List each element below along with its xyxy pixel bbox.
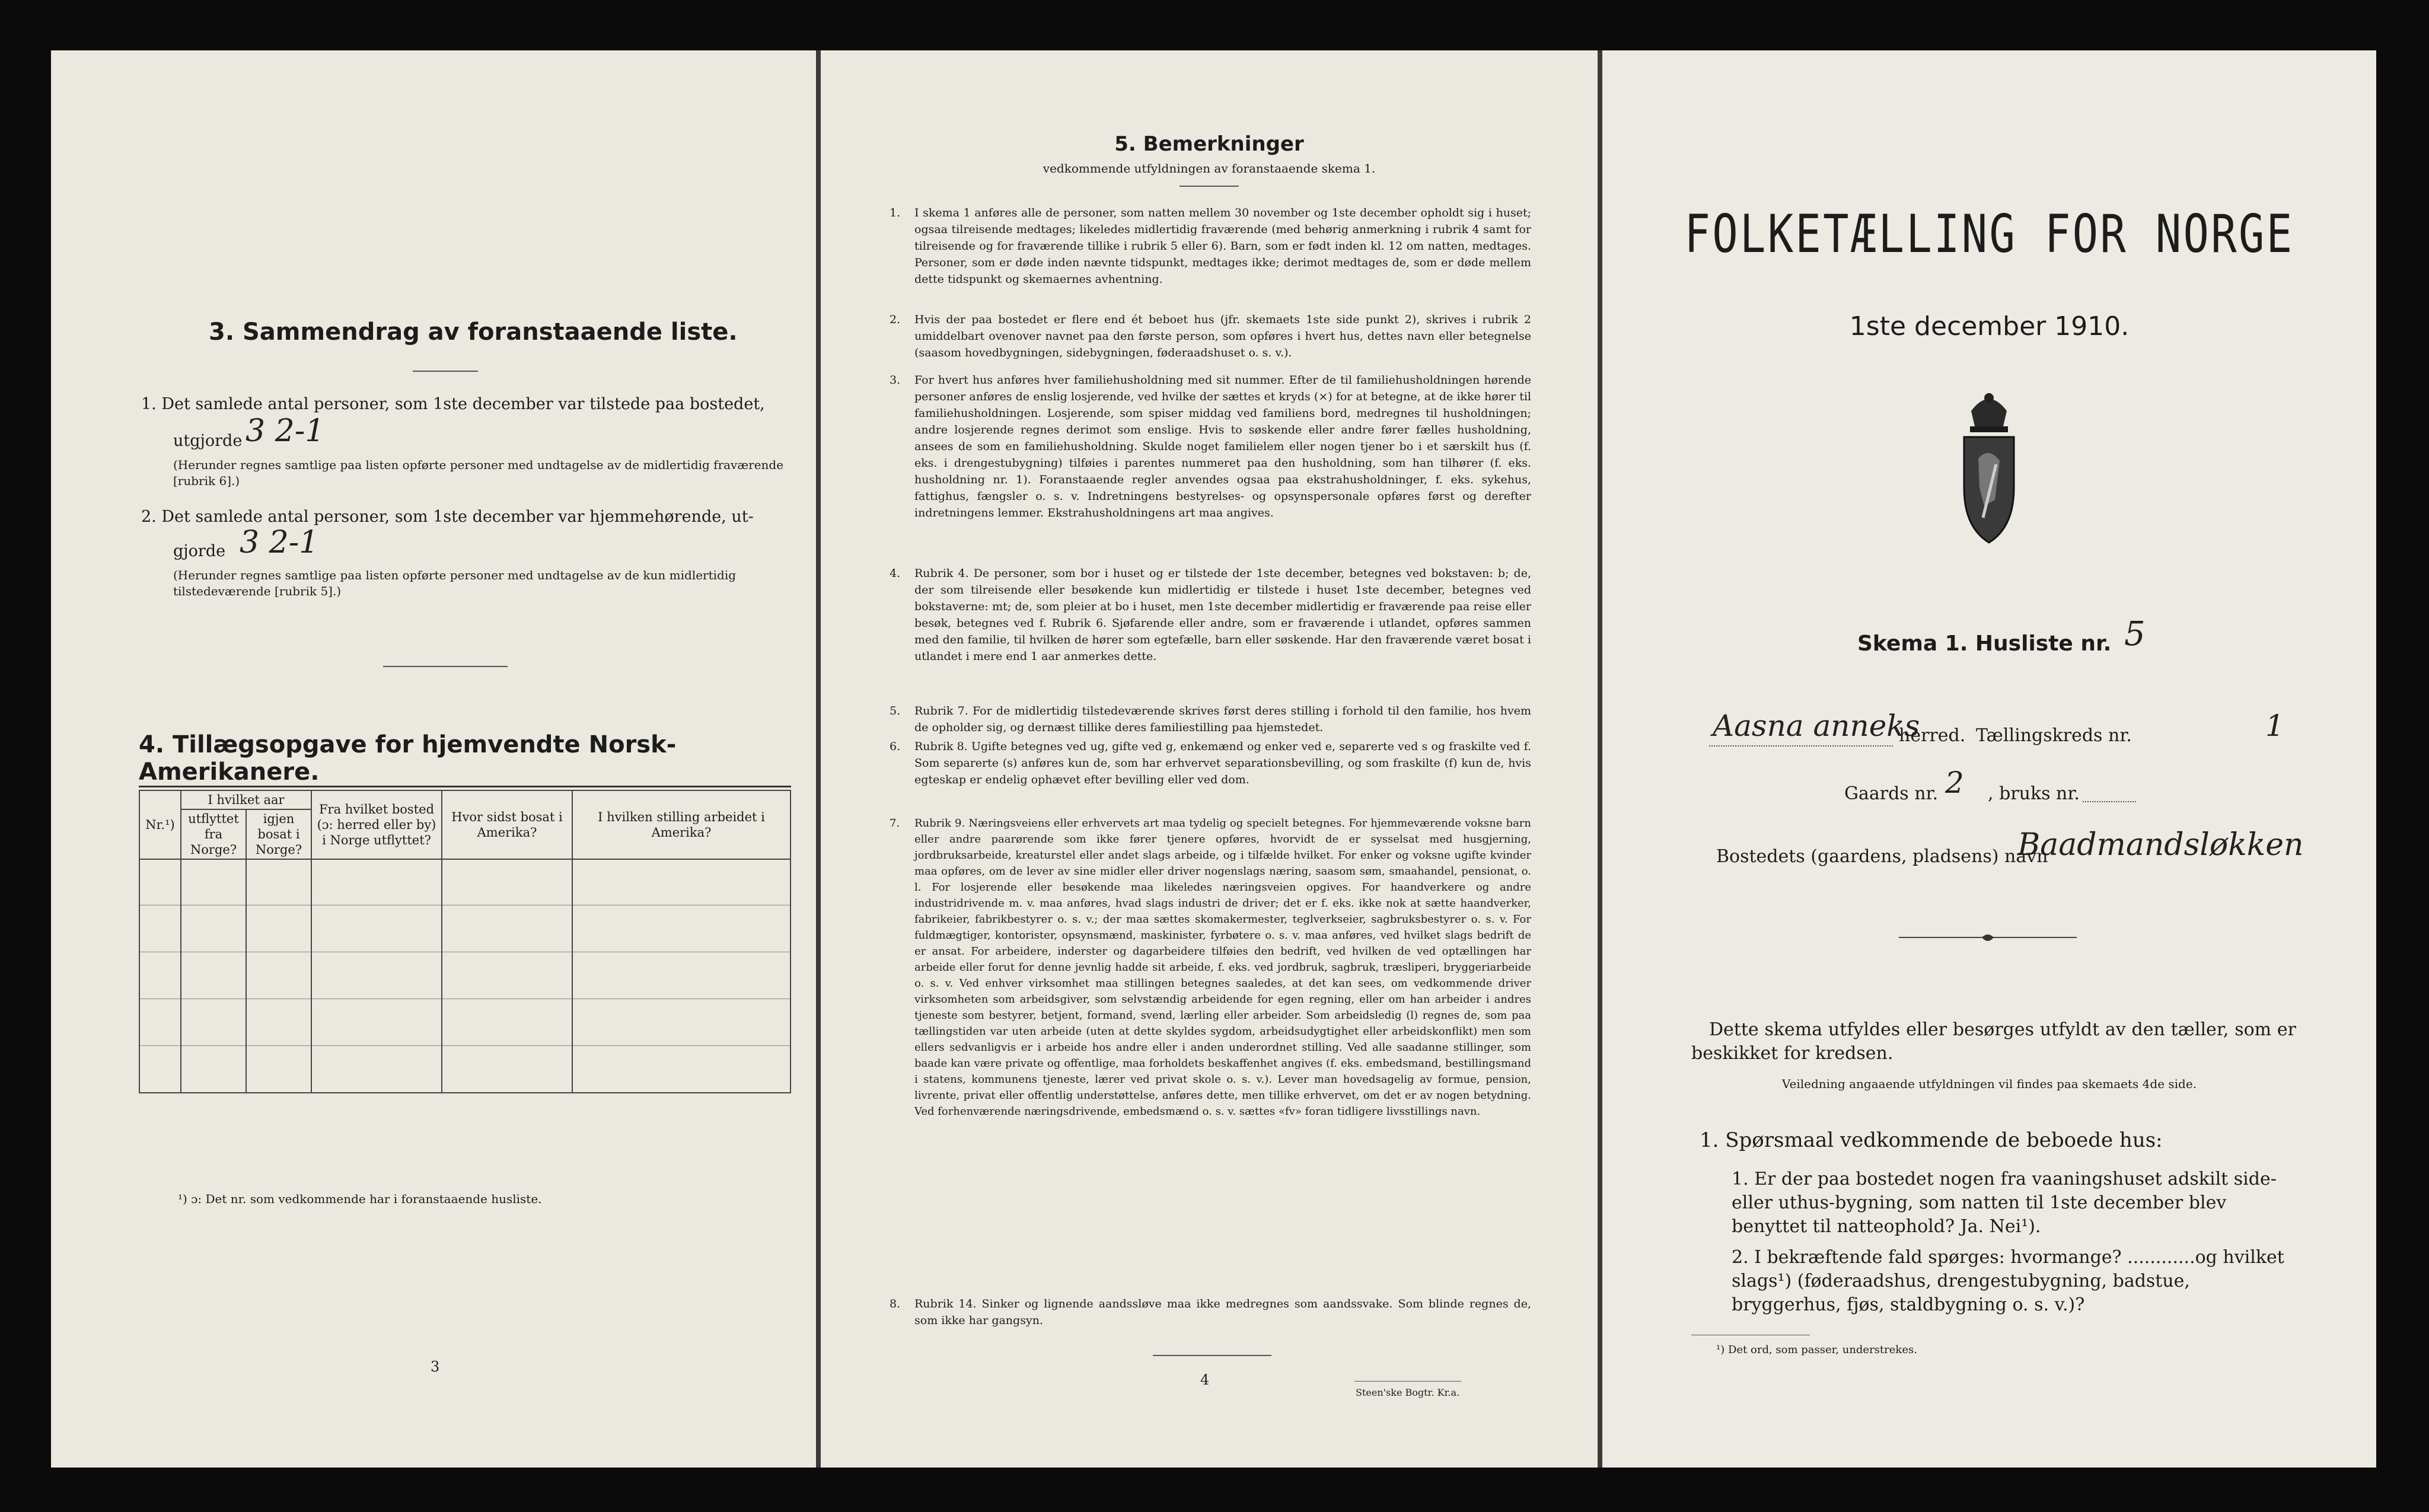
s3-item2-text: 2. Det samlede antal personer, som 1ste december var hjemmehørende, ut-	[141, 508, 754, 526]
bosted-value: Baadmandsløkken	[2017, 827, 2304, 863]
gaards-label: Gaards nr.	[1844, 783, 1939, 804]
page-number: 3	[431, 1358, 440, 1375]
table-row	[139, 952, 790, 999]
table-row	[139, 999, 790, 1046]
s3-item1-note: (Herunder regnes samtlige paa listen opførte personer med undtagelse av de midlertidig fraværende [rubrik 6].)	[173, 458, 784, 488]
s3-item1-text: 1. Det samlede antal personer, som 1ste december var tilstede paa bostedet,	[141, 395, 765, 413]
remark-item: 1. I skema 1 anføres alle de personer, som natten mellem 30 november og 1ste december opholdt sig i huset; ogsaa tilreisende medtages; likeledes midlertidig fraværende (med behørig anmerkning i rubrik 4 samt for tilreisende og for fraværende tillike i rubrik 5 eller 6). Barn, som er født inden kl. 12 om natten, medtages. Personer, som er døde inden nævnte tidspunkt, medtages ikke; derimot medtages de, som er døde mellem dette tidspunkt og skemaernes avhentning.	[890, 206, 1531, 286]
bosted-label: Bostedets (gaardens, pladsens) navn	[1716, 846, 2048, 867]
section-4-title: 4. Tillægsopgave for hjemvendte Norsk-Amerikanere.	[139, 731, 677, 786]
remarks-subtitle: vedkommende utfyldningen av foranstaaende skema 1.	[1043, 161, 1376, 176]
census-date: 1ste december 1910.	[1849, 311, 2130, 342]
skema-label: Skema 1. Husliste nr.	[1857, 631, 2112, 656]
krets-value: 1	[2265, 709, 2284, 743]
krets-label: Tællingskreds nr.	[1976, 725, 2132, 746]
col-occupation: I hvilken stilling arbeidet i Amerika?	[572, 790, 790, 859]
col-returned: igjen bosat i Norge?	[246, 809, 311, 859]
remark-item: 5. Rubrik 7. For de midlertidig tilstedeværende skrives først deres stilling i forhold til den familie, hos hvem de opholder sig, og dernæst tillike deres familiestilling paa hjemstedet.	[890, 704, 1531, 734]
question-1: 1. Er der paa bostedet nogen fra vaaningshuset adskilt side- eller uthus-bygning, som natten til 1ste december blev benyttet til natteophold? Ja. Nei¹).	[1732, 1169, 2277, 1237]
col-last-residence: Hvor sidst bosat i Amerika?	[442, 790, 572, 859]
table-row	[139, 1046, 790, 1093]
printer-mark: Steen'ske Bogtr. Kr.a.	[1356, 1387, 1460, 1398]
col-nr: Nr.¹)	[139, 790, 181, 859]
remark-item: 8. Rubrik 14. Sinker og lignende aandssløve maa ikke medregnes som aandssvake. Som blinde regnes de, som ikke har gangsyn.	[890, 1297, 1531, 1327]
page-number: 4	[1200, 1371, 1210, 1388]
guidance-text: Veiledning angaaende utfyldningen vil findes paa skemaets 4de side.	[1781, 1077, 2197, 1091]
section-3-title: 3. Sammendrag av foranstaaende liste.	[209, 318, 738, 346]
col-year-group: I hvilket aar	[181, 790, 311, 809]
gaards-value: 2	[1945, 765, 1964, 800]
page-1	[1602, 50, 2376, 1468]
s3-item2-note: (Herunder regnes samtlige paa listen opførte personer med undtagelse av de kun midlertidig tilstedeværende [rubrik 5].)	[173, 568, 737, 598]
s3-item1-prefix: utgjorde	[173, 432, 243, 450]
herred-value: Aasna anneks	[1713, 709, 1920, 743]
s3-item2-prefix: gjorde	[173, 542, 226, 560]
page-4	[821, 50, 1598, 1468]
table-row	[139, 905, 790, 952]
norway-coat-of-arms-icon	[1953, 387, 2025, 547]
question-2: 2. I bekræftende fald spørges: hvormange? ............og hvilket slags¹) (føderaadshus, drengestubygning, badstue, bryggerhus, fjøs, staldbygning o. s. v.)?	[1732, 1247, 2284, 1315]
herred-label: herred.	[1899, 725, 1966, 746]
husliste-nr: 5	[2124, 615, 2146, 653]
questions-title: 1. Spørsmaal vedkommende de beboede hus:	[1700, 1128, 2163, 1152]
remark-item: 3. For hvert hus anføres hver familiehusholdning med sit nummer. Efter de til familiehusholdningen hørende personer anføres de enslig losjerende, ved hvilke der sættes et kryds (×) for at betegne, at de ikke hører til familiehusholdningen. Losjerende, som spiser middag ved familiens bord, medregnes til husholdningen; andre losjerende regnes derimot som enslige. Hvis to søskende eller andre fører fælles husholdning, ansees de som en familiehusholdning. Skulde noget familielem eller nogen tjener bo i et særskilt hus (f. eks. i drengestubygning) tilføies i parentes nummeret paa den husholdning, som han tilhører (f. eks. husholdning nr. 1). Foranstaaende regler anvendes ogsaa paa ekstrahusholdninger, f. eks. sykehus, fattighus, fængsler o. s. v. Indretningens bestyrelses- og opsynspersonale opføres først og derefter indretningens lemmer. Ekstrahusholdningens art maa angives.	[890, 374, 1531, 519]
remarks-title: 5. Bemerkninger	[1114, 132, 1304, 156]
remark-item: 2. Hvis der paa bostedet er flere end ét beboet hus (jfr. skemaets 1ste side punkt 2), skrives i rubrik 2 umiddelbart ovenover navnet paa den første person, som opføres i hvert hus, dettes navn eller betegnelse (saasom hovedbygningen, sidebygningen, føderaadshuset o. s. v.).	[890, 313, 1531, 359]
remark-item: 6. Rubrik 8. Ugifte betegnes ved ug, gifte ved g, enkemænd og enker ved e, separerte ved s og fraskilte ved f. Som separerte (s) anføres kun de, som har erhvervet separationsbevilling, og som fraskilte (f) kun de, hvis egteskap er endelig ophævet efter bevilling eller ved dom.	[890, 740, 1531, 786]
norsk-amerikanere-table	[139, 790, 791, 1093]
table-row	[139, 859, 790, 905]
footnote: ¹) ɔ: Det nr. som vedkommende har i foranstaaende husliste.	[178, 1192, 542, 1206]
s3-item1-value: 3 2-1	[246, 413, 325, 449]
info-text: Dette skema utfyldes eller besørges utfyldt av den tæller, som er beskikket for kredsen.	[1691, 1019, 2296, 1064]
ornament-divider-icon	[1899, 932, 2077, 946]
col-emigrated: utflyttet fra Norge?	[181, 809, 246, 859]
census-title: FOLKETÆLLING FOR NORGE	[1684, 203, 2294, 264]
remark-item: 4. Rubrik 4. De personer, som bor i huset og er tilstede der 1ste december, betegnes ved bokstaven: b; de, der som tilreisende eller besøkende kun midlertidig er tilstede i huset 1ste december, betegnes ved bokstaverne: mt; de, som pleier at bo i huset, men 1ste december midlertidig er fraværende paa reise eller besøk, betegnes ved f. Rubrik 6. Sjøfarende eller andre, som er fraværende i utlandet, opføres sammen med den familie, til hvilken de hører som egtefælle, barn eller søskende. Har den fraværende været bosat i utlandet i mere end 1 aar anmerkes dette.	[890, 567, 1531, 663]
footnote: ¹) Det ord, som passer, understrekes.	[1716, 1344, 1917, 1356]
col-from-where: Fra hvilket bosted (ɔ: herred eller by) i Norge utflyttet?	[311, 790, 442, 859]
s3-item2-value: 3 2-1	[240, 525, 319, 560]
page-3	[51, 50, 816, 1468]
remark-item: 7. Rubrik 9. Næringsveiens eller erhvervets art maa tydelig og specielt betegnes. For hjemmeværende voksne barn eller andre paarørende som ikke fører tjenere opføres, hvorvidt de er sysselsat med husgjerning, jordbruksarbeide, kreaturstel eller andet slags arbeide, og i tilfælde hvilket. For enker og voksne ugifte kvinder maa opføres, om de lever av sine midler eller driver nogenslags næring, saasom søm, smaahandel, pensionat, o. l. For losjerende eller besøkende maa likeledes næringsveien opgives. For haandverkere og andre industridrivende m. v. maa anføres, hvad slags industri de driver; det er f. eks. ikke nok at sætte haandverker, fabrikeier, fabrikbestyrer o. s. v.; der maa sættes skomakermester, teglverkseier, sagbruksbestyrer o. s. v. For fuldmægtiger, kontorister, opsynsmænd, maskinister, fyrbøtere o. s. v. maa anføres, ved hvilket slags bedrift de er ansat. For arbeidere, inderster og dagarbeidere tilføies den bedrift, ved hvilken de ved optællingen har arbeide eller forut for denne jevnlig hadde sit arbeide, f. eks. ved jordbruk, sagbruk, træsliperi, bryggeriarbeide o. s. v. Ved enhver virksomhet maa stillingen betegnes saaledes, at det kan sees, om vedkommende driver virksomheten som arbeidsgiver, som selvstændig arbeidende for egen regning, eller om han arbeider i andres tjeneste som bestyrer, betjent, formand, svend, lærling eller arbeider. Som arbeidsledig (l) regnes de, som paa tællingstiden var uten arbeide (uten at dette skyldes sygdom, arbeidsudygtighet eller arbeidskonflikt) men som ellers sedvanligvis er i arbeide hos andre eller i anden underordnet stilling. Ved alle saadanne stillinger, som baade kan være private og offentlige, maa forholdets beskaffenhet angives (f. eks. embedsmand, bestillingsmand i statens, kommunens tjeneste, lærer ved privat skole o. s. v.). Lever man hovedsagelig av formue, pension, livrente, privat eller offentlig understøttelse, anføres dette, men tillike erhvervet, om det er av nogen betydning. Ved forhenværende næringsdrivende, embedsmænd o. s. v. sættes «fv» foran tidligere livsstillings navn.	[890, 817, 1531, 1118]
bruks-label: , bruks nr.	[1988, 783, 2080, 804]
